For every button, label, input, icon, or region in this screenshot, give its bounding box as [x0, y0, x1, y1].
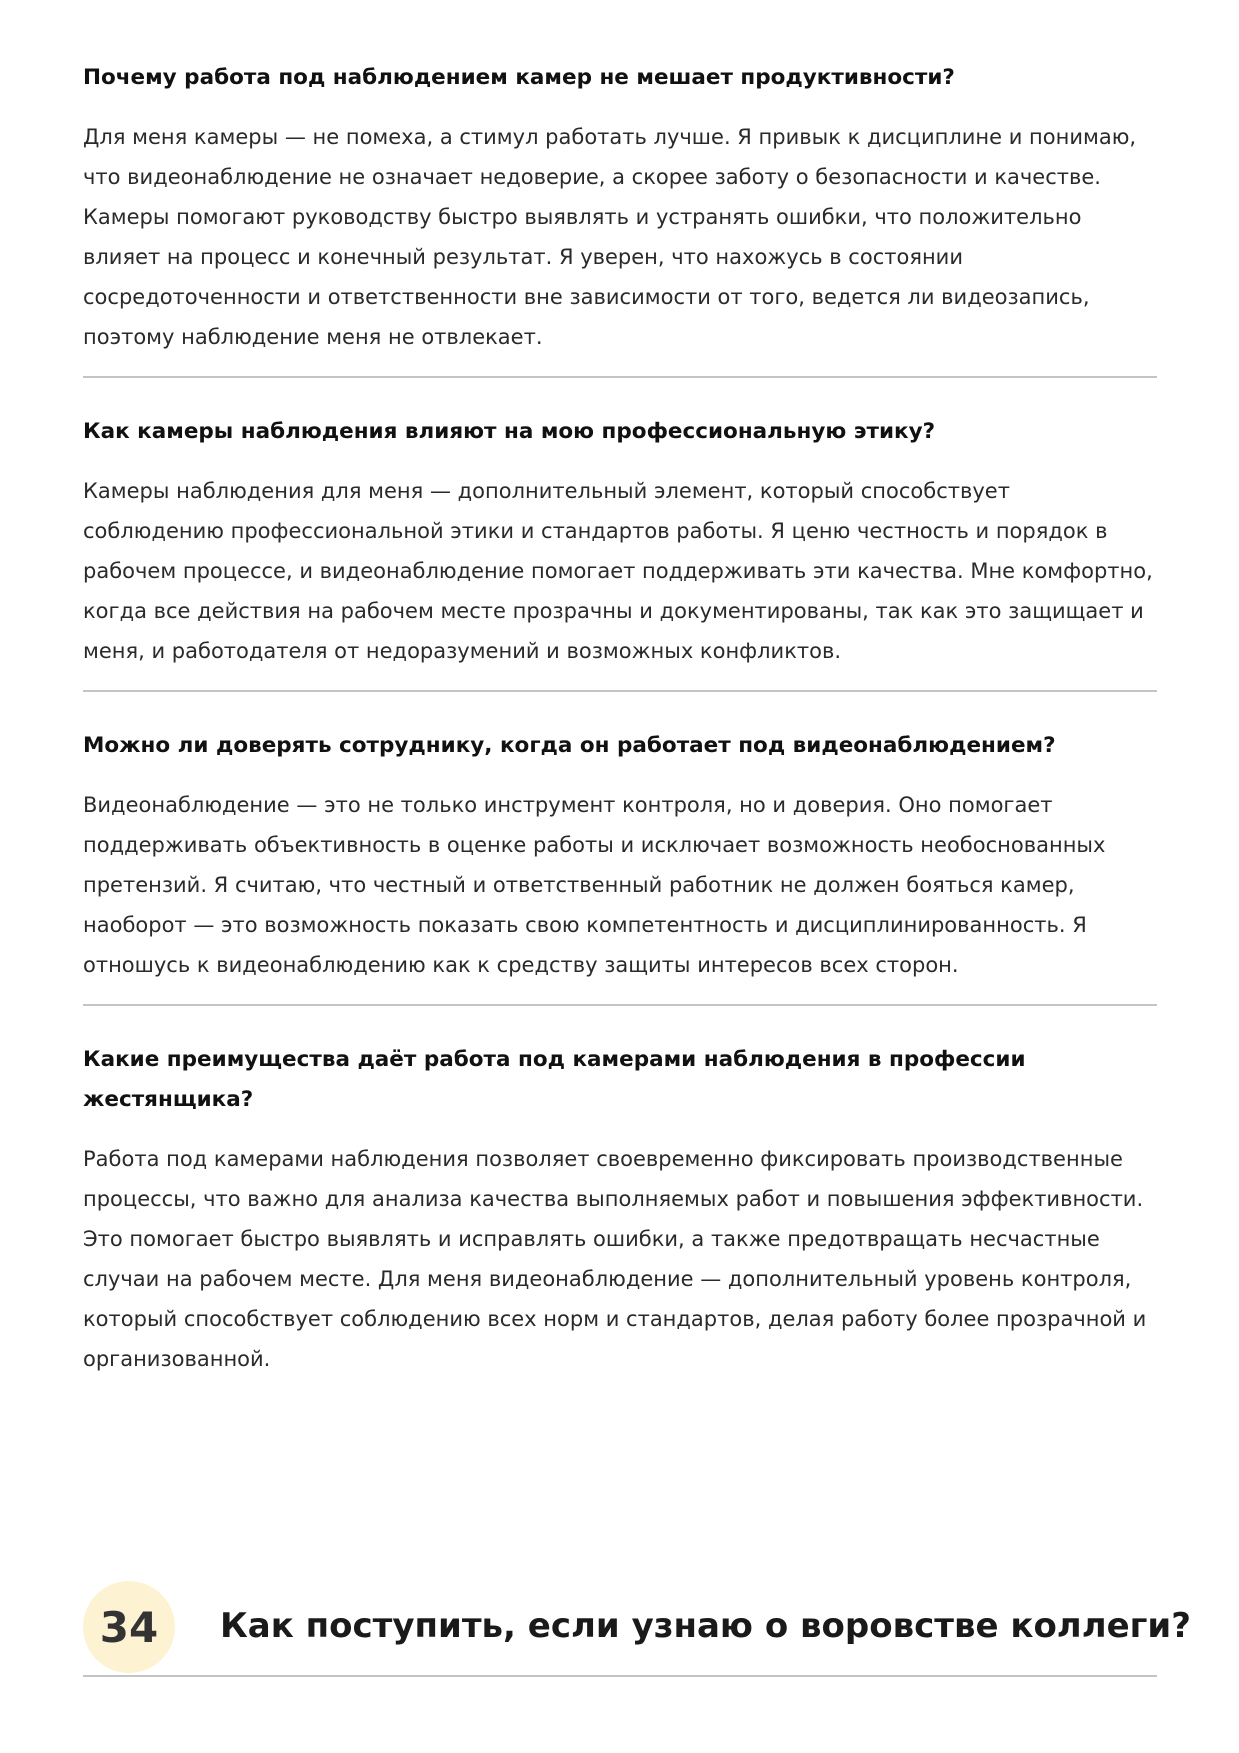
- question-heading: Можно ли доверять сотруднику, когда он работает под видеонаблюдением?: [83, 733, 1056, 758]
- chapter-header: [83, 1575, 1191, 1677]
- qa-content: [83, 58, 1157, 1432]
- qa-section-trust: [83, 726, 1157, 1006]
- answer-paragraph: Работа под камерами наблюдения позволяет своевременно фиксировать производственные процессы, что важно для анализа качества выполняемых работ и повышения эффективности. Это помогает быстро выявлять и исправлять ошибки, а также предотвращать несчастные случаи на рабочем месте. Для меня видеонаблюдение — дополнительный уровень контроля, который способствует соблюдению всех норм и стандартов, делая работу более прозрачной и организованной.: [83, 1147, 1147, 1371]
- chapter-title: Как поступить, если узнаю о воровстве коллеги?: [220, 1606, 1191, 1646]
- answer-paragraph: Для меня камеры — не помеха, а стимул работать лучше. Я привык к дисциплине и понимаю, что видеонаблюдение не означает недоверие, а скорее заботу о безопасности и качестве. Камеры помогают руководству быстро выявлять и устранять ошибки, что положительно влияет на процесс и конечный результат. Я уверен, что нахожусь в состоянии сосредоточенности и ответственности вне зависимости от того, ведется ли видеозапись, поэтому наблюдение меня не отвлекает.: [83, 125, 1137, 349]
- question-heading: Почему работа под наблюдением камер не мешает продуктивности?: [83, 65, 955, 90]
- qa-section-ethics: [83, 412, 1157, 692]
- question-heading: Какие преимущества даёт работа под камерами наблюдения в профессии жестянщика?: [83, 1047, 1026, 1112]
- qa-section-advantages: [83, 1040, 1157, 1398]
- qa-section-productivity: [83, 58, 1157, 378]
- question-heading: Как камеры наблюдения влияют на мою профессиональную этику?: [83, 419, 936, 444]
- chapter-number-badge: 34: [83, 1581, 175, 1673]
- answer-paragraph: Видеонаблюдение — это не только инструмент контроля, но и доверия. Оно помогает поддерживать объективность в оценке работы и исключает возможность необоснованных претензий. Я считаю, что честный и ответственный работник не должен бояться камер, наоборот — это возможность показать свою компетентность и дисциплинированность. Я отношусь к видеонаблюдению как к средству защиты интересов всех сторон.: [83, 793, 1106, 977]
- answer-paragraph: Камеры наблюдения для меня — дополнительный элемент, который способствует соблюдению профессиональной этики и стандартов работы. Я ценю честность и порядок в рабочем процессе, и видеонаблюдение помогает поддерживать эти качества. Мне комфортно, когда все действия на рабочем месте прозрачны и документированы, так как это защищает и меня, и работодателя от недоразумений и возможных конфликтов.: [83, 479, 1153, 663]
